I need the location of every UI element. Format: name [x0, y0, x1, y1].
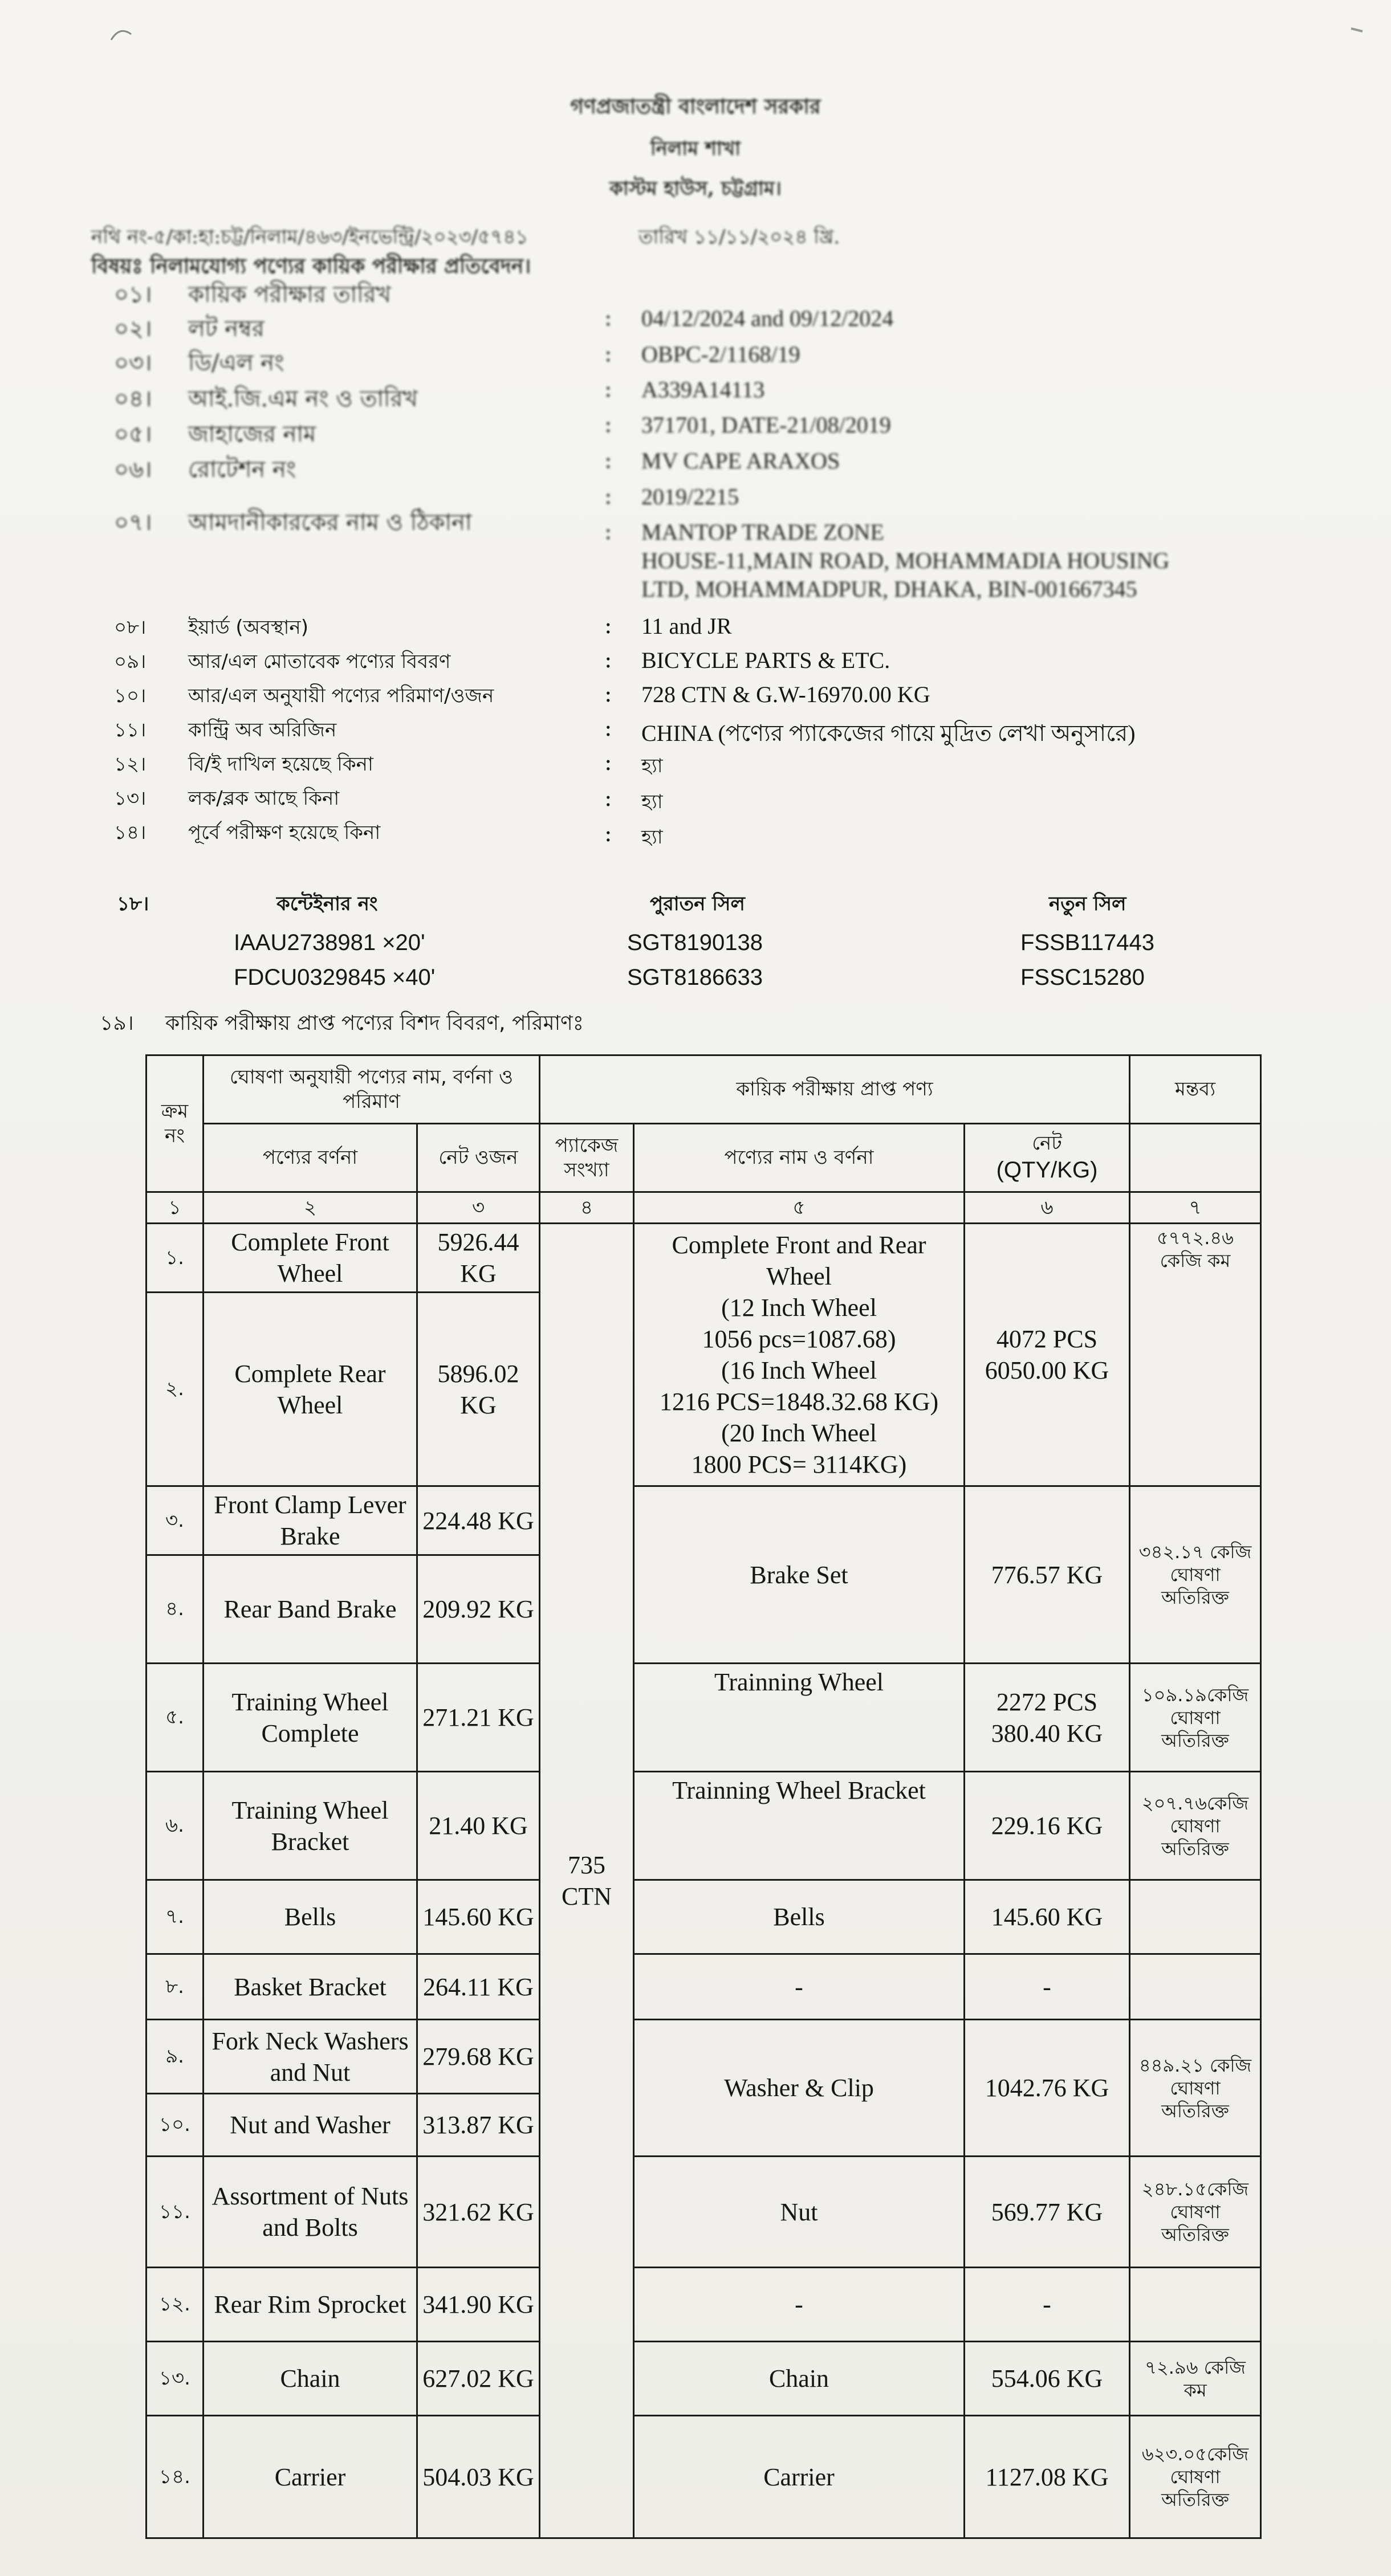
item-04: ০৪। আই.জি.এম নং ও তারিখ: [114, 386, 418, 412]
item-03: ০৩। ডি/এল নং: [114, 350, 284, 376]
table-row: ৭. Bells 145.60 KG Bells 145.60 KG: [147, 1880, 1261, 1954]
header-found-goods: কায়িক পরীক্ষায় প্রাপ্ত পণ্য: [540, 1055, 1130, 1124]
old-seal-col-header: পুরাতন সিল: [650, 892, 745, 915]
table-row: ১১. Assortment of Nuts and Bolts 321.62 KG Nut 569.77 KG ২৪৮.১৫কেজি ঘোষণা অতিরিক্ত: [147, 2157, 1261, 2268]
found-carrier-name: Carrier: [634, 2416, 965, 2538]
item-05: ০৫। জাহাজের নাম: [114, 421, 316, 447]
new-seal-col-header: নতুন সিল: [1049, 892, 1126, 915]
index-row: ১ ২ ৩ ৪ ৫ ৬ ৭: [147, 1192, 1261, 1224]
item-06: ০৬। রোটেশন নং: [114, 456, 296, 483]
training-bracket-remark: ২০৭.৭৬কেজি ঘোষণা অতিরিক্ত: [1130, 1772, 1261, 1880]
found-training-wheel-name: Trainning Wheel: [634, 1664, 965, 1772]
carrier-remark: ৬২৩.০৫কেজি ঘোষণা অতিরিক্ত: [1130, 2416, 1261, 2538]
found-wheel-qty: 4072 PCS 6050.00 KG: [965, 1224, 1130, 1486]
found-brake-name: Brake Set: [634, 1486, 965, 1664]
item-13: ১৩। লক/ব্লক আছে কিনা: [114, 787, 340, 810]
found-nut-qty: 569.77 KG: [965, 2157, 1130, 2268]
sprocket-remark: [1130, 2268, 1261, 2342]
wheel-remark: ৫৭৭২.৪৬ কেজি কম: [1130, 1224, 1261, 1486]
table-row: ৯. Fork Neck Washers and Nut 279.68 KG Washer & Clip 1042.76 KG ৪৪৯.২১ কেজি ঘোষণা অতিরিক্ত: [147, 2020, 1261, 2094]
table-row: ১০. Nut and Washer 313.87 KG: [147, 2094, 1261, 2157]
found-sprocket-name: -: [634, 2268, 965, 2342]
item-14: ১৪। পূর্বে পরীক্ষণ হয়েছে কিনা: [114, 821, 381, 844]
item-13-value: হ্যা: [641, 790, 663, 813]
memo-date: তারিখ ১১/১১/২০২৪ খ্রি.: [638, 226, 840, 248]
item-12-value: হ্যা: [641, 755, 663, 777]
item-06-value: MV CAPE ARAXOS: [641, 448, 840, 474]
section-19-number: ১৯।: [100, 1012, 134, 1035]
container-col-header: কন্টেইনার নং: [276, 892, 378, 915]
importer-line-2: HOUSE-11,MAIN ROAD, MOHAMMADIA HOUSING: [641, 548, 1170, 573]
found-brake-qty: 776.57 KG: [965, 1486, 1130, 1664]
item-09: ০৯। আর/এল মোতাবেক পণ্যের বিবরণ: [114, 650, 451, 673]
container-1-new-seal: FSSB117443: [1020, 930, 1154, 955]
found-chain-qty: 554.06 KG: [965, 2342, 1130, 2416]
header-description: পণ্যের বর্ণনা: [204, 1124, 417, 1192]
document-page: গণপ্রজাতন্ত্রী বাংলাদেশ সরকার নিলাম শাখা কাস্টম হাউস, চট্টগ্রাম। নথি নং-৫/কা:হা:চট্ট/নিলাম/৪৬৩/ইনভেন্ট্রি/২০২৩/৫৭৪১ তারিখ ১১/১১/২০২৪ খ্রি. বিষয়ঃ নিলামযোগ্য পণ্যের কায়িক পরীক্ষার প্রতিবেদন। ০১। কায়িক পরীক্ষার তারিখ ০২। লট নম্বর : 04/12/2024 and 09/12/2024 ০৩। ডি/এল নং : OBPC-2/1168/19 ০৪। আই.জি.এম নং ও তারিখ : A339A14113 ০৫। জাহাজের নাম : 371701, DATE-21/08/2019 ০৬। রোটেশন নং : MV CAPE ARAXOS ০৭। আমদানীকারকের নাম ও ঠিকানা : 2019/2215 : MANTOP TRADE ZONE HOUSE-11,MAIN ROAD, MOHAMMADIA HOUSING LTD, MOHAMMADPUR, DHAKA, BIN-001667345 ০৮। ইয়ার্ড (অবস্থান) : 11 and JR ০৯। আর/এল মোতাবেক পণ্যের বিবরণ : BICYCLE PARTS & ETC. ১০। আর/এল অনুযায়ী পণ্যের পরিমাণ/ওজন : 728 CTN & G.W-16970.00 KG ১১। কান্ট্রি অব অরিজিন : CHINA (পণ্যের প্যাকেজের গায়ে মুদ্রিত লেখা অনুসারে) ১২। বি/ই দাখিল হয়েছে কিনা : হ্যা ১৩। লক/ব্লক আছে কিনা : হ্যা ১৪। পূর্বে পরীক্ষণ হয়েছে কিনা : হ্যা ১৮। কন্টেইনার নং পুরাতন সিল নতুন সিল IAAU2738981 ×20' SGT8190138 FSSB117443 FDCU0329845 ×40' SGT8186633 FSSC15280 ১৯। কায়িক পরীক্ষায় প্রাপ্ত পণ্যের বিশদ বিবরণ, পরিমাণঃ ক্রম নং ঘোষণা অনুযায়ী পণ্যের নাম, বর্ণনা ও পরিমাণ কায়িক পরীক্ষায় প্রাপ্ত পণ্য মন্তব্য পণ্যের বর্ণনা নেট ওজন প্যাকেজ সংখ্যা পণ্যের নাম ও বর্ণনা নেট (QTY/KG) ১ ২ ৩ ৪ ৫ ৬ ৭ ১. Complete Front Wheel 5926.44 KG 735 CTN Complete Front and Rear Wheel (12 Inch Wheel 1056 pcs=1087.68) (16 Inch Wheel 1216 PCS=1848.32.68 KG) (20 Inch Wheel 1800 PCS= 3114KG) 4072 PCS 6050.00 KG ৫৭৭২.৪৬ কেজি কম ২. Complete Rear Wheel 5896.02 KG ৩. Front Clamp Lever Brake 224.48 KG Brake Set 776.57 KG ৩৪২.১৭ কেজি ঘোষণা অতিরিক্ত ৪. Rear Band Brake 209.92 KG ৫. Training Wheel Complete 271.21 KG Trainning Wheel 2272 PCS 380.40 KG ১০৯.১৯কেজি ঘোষণা অতিরিক্ত ৬. Training Wheel Bracket 21.40 KG Trainning Wheel Bracket 229.16 KG ২০৭.৭৬কেজি ঘোষণা অতিরিক্ত ৭. Bells 145.60 KG Bells 145.60 KG ৮. Basket Bracket 264.11 KG - - ৯. Fork Neck Washers and Nut 279.68 KG Washer & Clip 1042.76 KG ৪৪৯.২১ কেজি ঘোষণা অতিরিক্ত ১০. Nut and Washer 313.87 KG ১১. Assortment of Nuts and Bolts 321.62 KG Nut 569.77 KG ২৪৮.১৫কেজি ঘোষণা অতিরিক্ত ১২. Rear Rim Sprocket 341.90 KG - - ১৩. Chain 627.02 KG Chain 554.06 KG ৭২.৯৬ কেজি কম ১৪. Carrier 504.03 KG Carrier 1127.08 KG ৬২৩.০৫কেজি ঘোষণা অতিরিক্ত: [0, 0, 1391, 2576]
washer-remark: ৪৪৯.২১ কেজি ঘোষণা অতিরিক্ত: [1130, 2020, 1261, 2157]
item-09-value: BICYCLE PARTS & ETC.: [641, 647, 890, 673]
found-basket-qty: -: [965, 1954, 1130, 2020]
table-row: ৩. Front Clamp Lever Brake 224.48 KG Brake Set 776.57 KG ৩৪২.১৭ কেজি ঘোষণা অতিরিক্ত: [147, 1486, 1261, 1555]
table-row: ১৪. Carrier 504.03 KG Carrier 1127.08 KG ৬২৩.০৫কেজি ঘোষণা অতিরিক্ত: [147, 2416, 1261, 2538]
package-count-cell: 735 CTN: [540, 1224, 634, 2538]
item-01: ০১। কায়িক পরীক্ষার তারিখ: [114, 282, 391, 308]
item-08: ০৮। ইয়ার্ড (অবস্থান): [114, 616, 308, 639]
found-washer-qty: 1042.76 KG: [965, 2020, 1130, 2157]
item-14-value: হ্যা: [641, 826, 663, 849]
memo-number: নথি নং-৫/কা:হা:চট্ট/নিলাম/৪৬৩/ইনভেন্ট্রি/২০২৩/৫৭৪১: [91, 226, 528, 248]
nut-remark: ২৪৮.১৫কেজি ঘোষণা অতিরিক্ত: [1130, 2157, 1261, 2268]
found-basket-name: -: [634, 1954, 965, 2020]
table-row: ২. Complete Rear Wheel 5896.02 KG: [147, 1293, 1261, 1486]
brake-remark: ৩৪২.১৭ কেজি ঘোষণা অতিরিক্ত: [1130, 1486, 1261, 1664]
table-row: ৪. Rear Band Brake 209.92 KG: [147, 1555, 1261, 1664]
section-19-title: কায়িক পরীক্ষায় প্রাপ্ত পণ্যের বিশদ বিবরণ, পরিমাণঃ: [165, 1012, 584, 1035]
item-03-value: OBPC-2/1168/19: [641, 341, 800, 367]
corner-mark-icon: [1345, 17, 1380, 40]
table-row: ১২. Rear Rim Sprocket 341.90 KG - -: [147, 2268, 1261, 2342]
container-1-old-seal: SGT8190138: [627, 930, 763, 955]
bells-remark: [1130, 1880, 1261, 1954]
header-net-weight: নেট ওজন: [417, 1124, 540, 1192]
training-wheel-remark: ১০৯.১৯কেজি ঘোষণা অতিরিক্ত: [1130, 1664, 1261, 1772]
item-05-value: 371701, DATE-21/08/2019: [641, 412, 891, 438]
item-11-value: CHINA (পণ্যের প্যাকেজের গায়ে মুদ্রিত লেখা অনুসারে): [641, 720, 1136, 746]
header-remarks: মন্তব্য: [1130, 1055, 1261, 1124]
subject-line: বিষয়ঃ নিলামযোগ্য পণ্যের কায়িক পরীক্ষার প্রতিবেদন।: [91, 254, 531, 278]
gov-line: গণপ্রজাতন্ত্রী বাংলাদেশ সরকার: [570, 95, 821, 119]
found-training-bracket-qty: 229.16 KG: [965, 1772, 1130, 1880]
table-row: ৮. Basket Bracket 264.11 KG - -: [147, 1954, 1261, 2020]
inspection-table: [145, 1054, 1262, 2539]
corner-scratch-icon: [108, 23, 143, 46]
found-training-bracket-name: Trainning Wheel Bracket: [634, 1772, 965, 1880]
header-package-count: প্যাকেজ সংখ্যা: [540, 1124, 634, 1192]
container-2-new-seal: FSSC15280: [1020, 965, 1145, 990]
office-line: কাস্টম হাউস, চট্টগ্রাম।: [609, 177, 782, 200]
item-12: ১২। বি/ই দাখিল হয়েছে কিনা: [114, 753, 373, 776]
header-found-name: পণ্যের নাম ও বর্ণনা: [634, 1124, 965, 1192]
item-10-value: 728 CTN & G.W-16970.00 KG: [641, 682, 930, 707]
found-nut-name: Nut: [634, 2157, 965, 2268]
found-training-wheel-qty: 2272 PCS 380.40 KG: [965, 1664, 1130, 1772]
found-wheel-name: Complete Front and Rear Wheel (12 Inch Wheel 1056 pcs=1087.68) (16 Inch Wheel 1216 PCS=1848.32.68 KG) (20 Inch Wheel 1800 PCS= 3114KG): [634, 1224, 965, 1486]
item-11: ১১। কান্ট্রি অব অরিজিন: [114, 719, 337, 741]
found-chain-name: Chain: [634, 2342, 965, 2416]
importer-line-1: MANTOP TRADE ZONE: [641, 519, 884, 545]
table-row: ৬. Training Wheel Bracket 21.40 KG Trainning Wheel Bracket 229.16 KG ২০৭.৭৬কেজি ঘোষণা অতিরিক্ত: [147, 1772, 1261, 1880]
container-2-number: FDCU0329845 ×40': [234, 965, 436, 990]
table-row: ১. Complete Front Wheel 5926.44 KG 735 CTN Complete Front and Rear Wheel (12 Inch Wheel 1056 pcs=1087.68) (16 Inch Wheel 1216 PCS=1848.32.68 KG) (20 Inch Wheel 1800 PCS= 3114KG) 4072 PCS 6050.00 KG ৫৭৭২.৪৬ কেজি কম: [147, 1224, 1261, 1293]
basket-remark: [1130, 1954, 1261, 2020]
item-02-value: 04/12/2024 and 09/12/2024: [641, 305, 894, 331]
item-10: ১০। আর/এল অনুযায়ী পণ্যের পরিমাণ/ওজন: [114, 684, 494, 707]
container-1-number: IAAU2738981 ×20': [234, 930, 425, 955]
table-row: ৫. Training Wheel Complete 271.21 KG Trainning Wheel 2272 PCS 380.40 KG ১০৯.১৯কেজি ঘোষণা অতিরিক্ত: [147, 1664, 1261, 1772]
header-remarks-blank: [1130, 1124, 1261, 1192]
item-07-value: 2019/2215: [641, 484, 739, 510]
found-sprocket-qty: -: [965, 2268, 1130, 2342]
header-found-net: নেট (QTY/KG): [965, 1124, 1130, 1192]
table-row: ১৩. Chain 627.02 KG Chain 554.06 KG ৭২.৯৬ কেজি কম: [147, 2342, 1261, 2416]
found-washer-name: Washer & Clip: [634, 2020, 965, 2157]
dept-line: নিলাম শাখা: [650, 137, 741, 160]
found-carrier-qty: 1127.08 KG: [965, 2416, 1130, 2538]
item-04-value: A339A14113: [641, 377, 765, 402]
item-07: ০৭। আমদানীকারকের নাম ও ঠিকানা: [114, 510, 472, 536]
found-bells-qty: 145.60 KG: [965, 1880, 1130, 1954]
containers-number: ১৮।: [117, 892, 149, 915]
container-2-old-seal: SGT8186633: [627, 965, 763, 990]
item-02: ০২। লট নম্বর: [114, 316, 265, 342]
found-bells-name: Bells: [634, 1880, 965, 1954]
header-declared-goods: ঘোষণা অনুযায়ী পণ্যের নাম, বর্ণনা ও পরিমাণ: [204, 1055, 540, 1124]
header-serial: ক্রম নং: [147, 1055, 204, 1192]
chain-remark: ৭২.৯৬ কেজি কম: [1130, 2342, 1261, 2416]
item-08-value: 11 and JR: [641, 613, 732, 639]
importer-line-3: LTD, MOHAMMADPUR, DHAKA, BIN-001667345: [641, 576, 1137, 602]
